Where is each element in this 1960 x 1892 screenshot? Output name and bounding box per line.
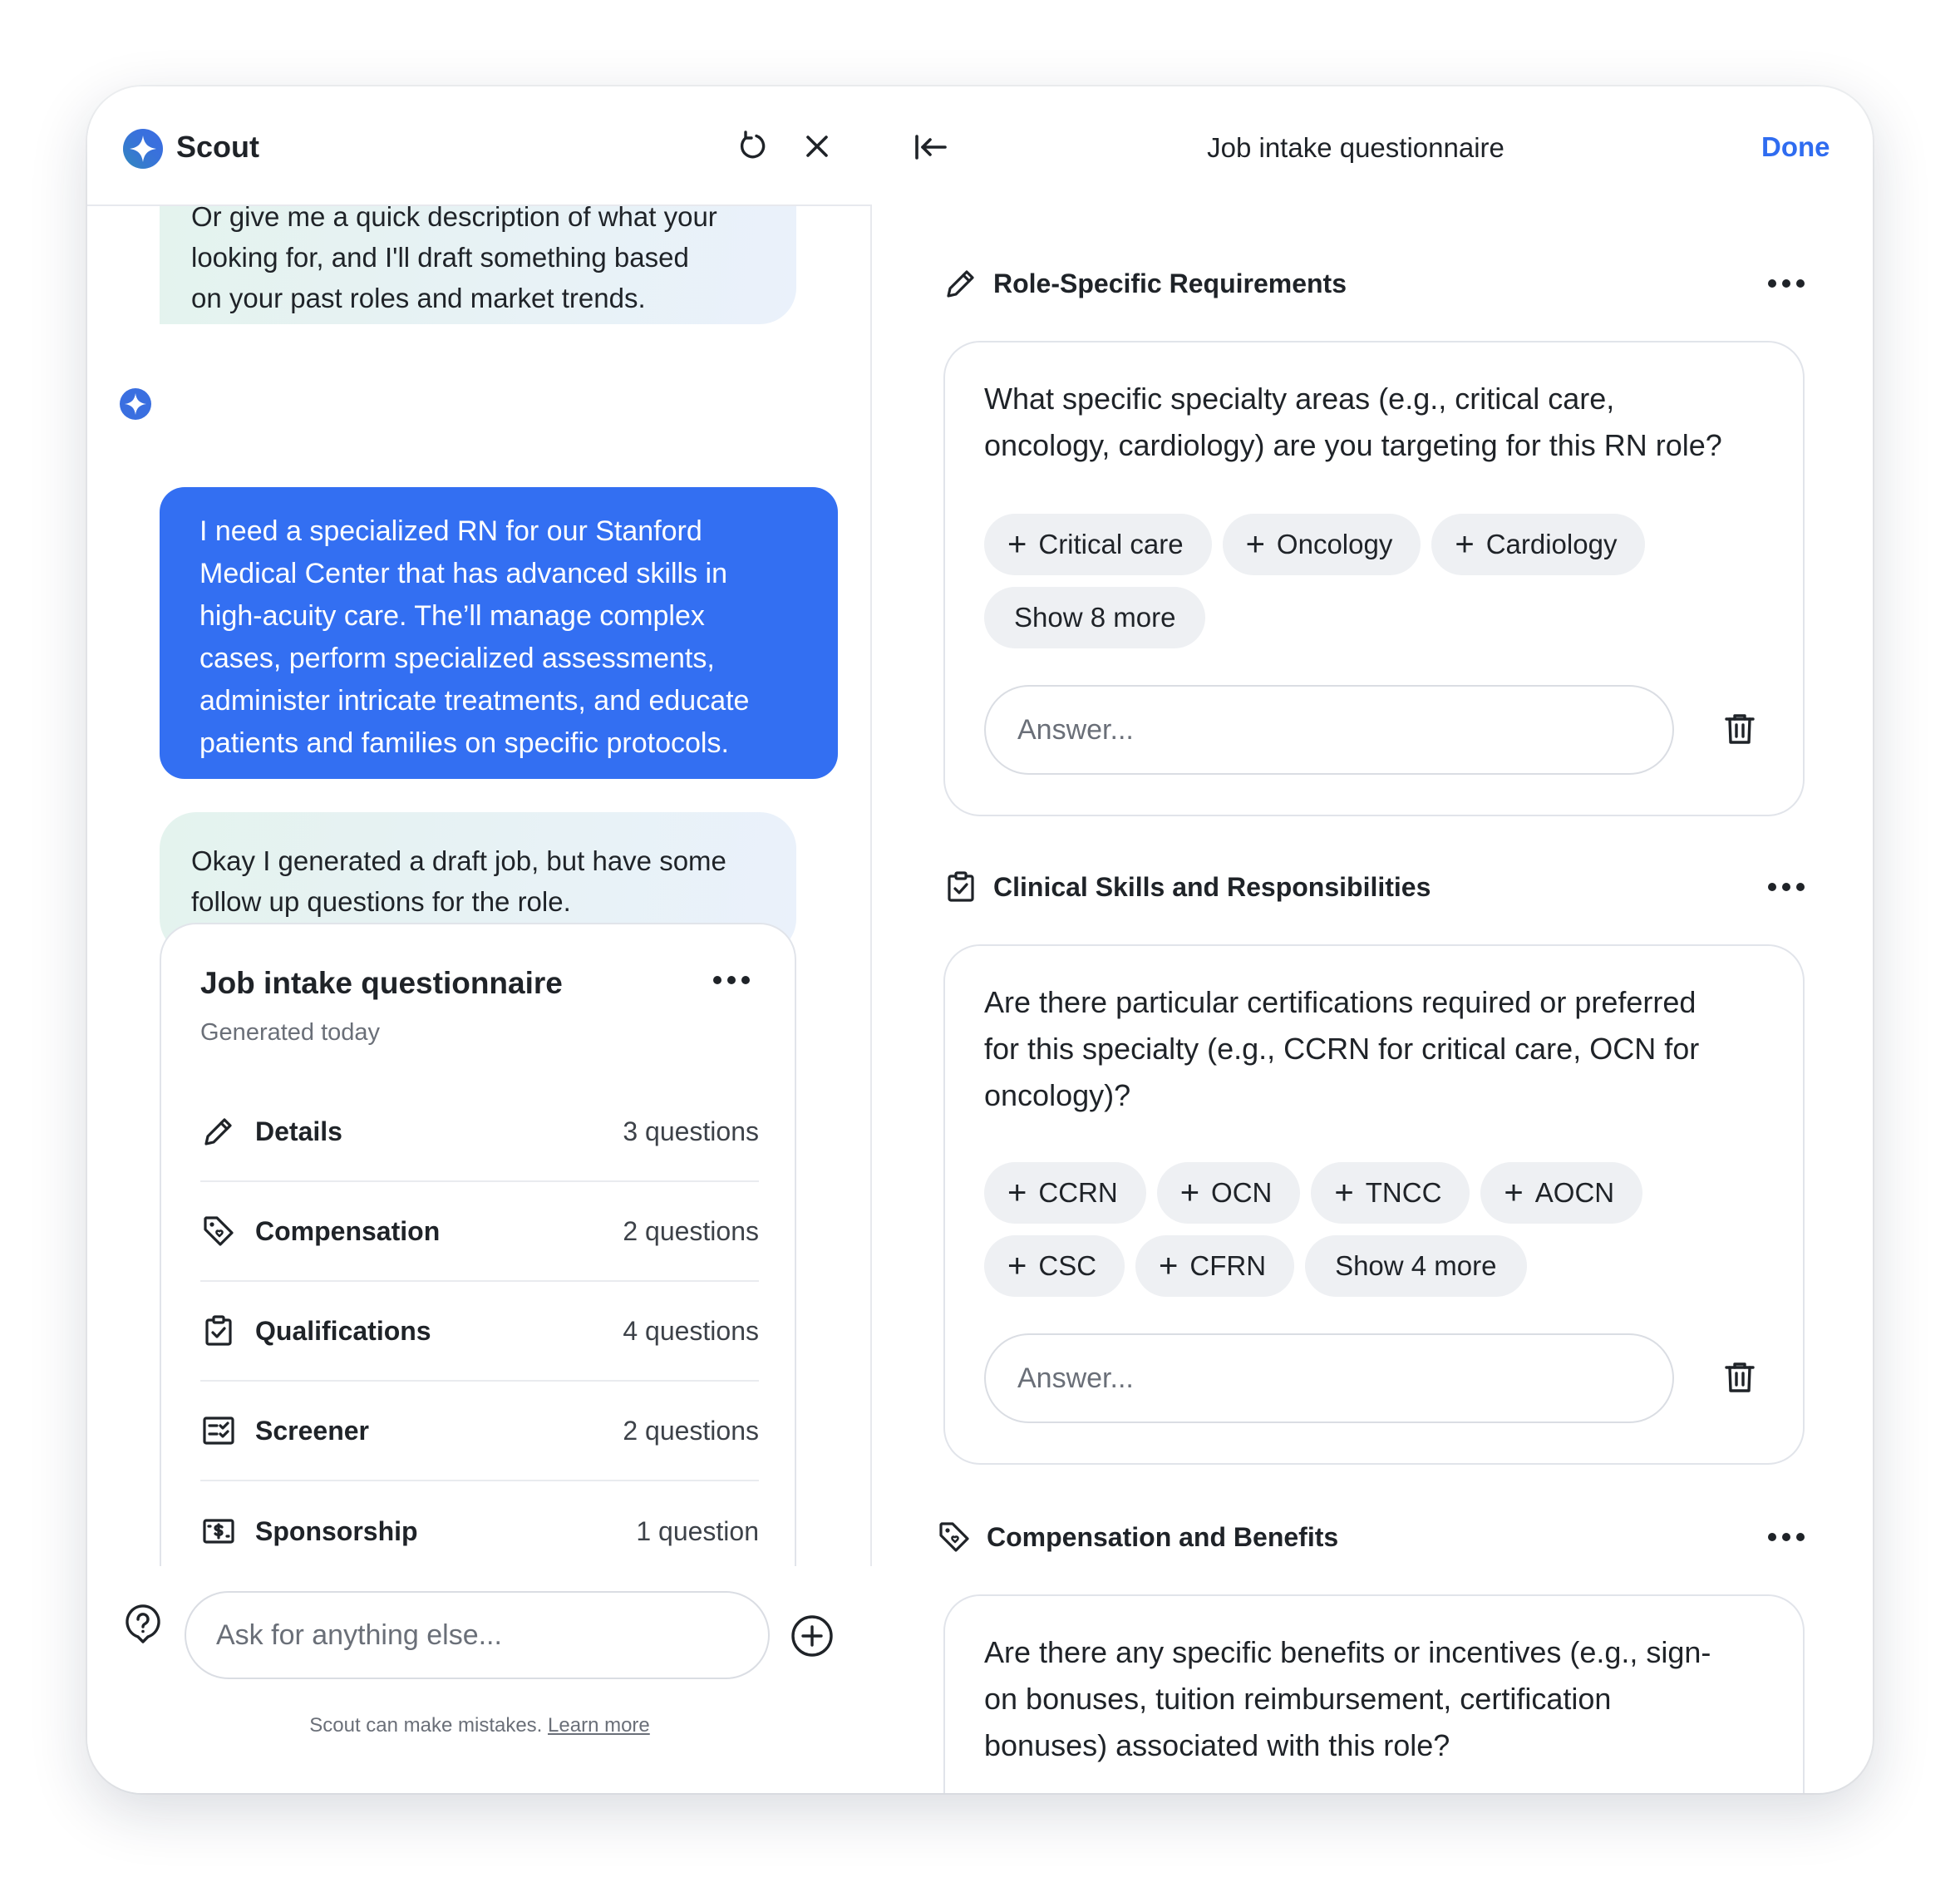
plus-icon: +	[1159, 1248, 1179, 1284]
delete-question-button[interactable]	[1722, 712, 1757, 746]
section-title: Role-Specific Requirements	[993, 268, 1347, 298]
card-more-button[interactable]	[710, 968, 753, 993]
question-line: bonuses) associated with this role?	[984, 1728, 1450, 1762]
plus-icon: +	[1007, 1175, 1027, 1211]
section-compensation-benefits	[937, 1516, 1808, 1558]
section-title: Compensation and Benefits	[987, 1521, 1339, 1552]
message-line: Or give me a quick description of what your	[191, 206, 717, 232]
answer-input[interactable]	[984, 685, 1674, 775]
refresh-icon	[736, 130, 769, 163]
message-line: patients and families on specific protocols.	[199, 727, 729, 759]
composer	[87, 1566, 872, 1793]
questionnaire-row-details[interactable]	[200, 1082, 759, 1182]
more-horizontal-icon	[1767, 278, 1805, 288]
chip-aocn[interactable]	[1480, 1162, 1642, 1224]
row-count: 4 questions	[623, 1315, 759, 1346]
chip-ocn[interactable]	[1157, 1162, 1301, 1224]
user-message	[160, 487, 838, 779]
questionnaire-row-compensation[interactable]	[200, 1182, 759, 1282]
questionnaire-card[interactable]	[160, 923, 796, 1621]
message-line: administer intricate treatments, and educate	[199, 685, 750, 717]
chip-label: TNCC	[1365, 1177, 1442, 1208]
ask-input[interactable]	[185, 1591, 770, 1679]
chip-label: CCRN	[1038, 1177, 1118, 1208]
plus-icon: +	[1334, 1175, 1354, 1211]
show-more-chip[interactable]: Show 8 more	[984, 587, 1205, 648]
plus-icon: +	[1455, 526, 1475, 563]
chip-cfrn[interactable]	[1135, 1235, 1294, 1297]
row-label: Qualifications	[255, 1315, 431, 1346]
clipboard-check-icon	[200, 1313, 237, 1349]
questionnaire-header	[872, 86, 1873, 206]
more-horizontal-icon	[712, 975, 751, 985]
question-card	[943, 341, 1805, 816]
row-label: Details	[255, 1116, 342, 1146]
clipboard-check-icon	[943, 870, 978, 904]
message-line: looking for, and I'll draft something based	[191, 242, 689, 273]
pencil-icon	[943, 266, 978, 301]
chip-label: CFRN	[1189, 1250, 1267, 1281]
question-card	[943, 1594, 1805, 1793]
question-text	[984, 376, 1774, 469]
pencil-icon	[200, 1113, 237, 1150]
plus-icon: +	[1245, 526, 1265, 563]
question-line: What specific specialty areas (e.g., critical care,	[984, 382, 1615, 416]
section-title: Clinical Skills and Responsibilities	[993, 871, 1431, 902]
learn-more-link[interactable]: Learn more	[548, 1714, 650, 1737]
section-more-button[interactable]	[1765, 1525, 1808, 1550]
message-line: on your past roles and market trends.	[191, 283, 646, 313]
close-button[interactable]	[799, 128, 835, 165]
row-count: 1 question	[636, 1515, 759, 1546]
questionnaire-card-subtitle: Generated today	[200, 1019, 381, 1046]
tag-icon	[937, 1520, 972, 1554]
row-label: Screener	[255, 1415, 369, 1446]
questionnaire-card-title: Job intake questionnaire	[200, 966, 563, 1000]
chip-label: AOCN	[1534, 1177, 1615, 1208]
questionnaire-panel	[872, 86, 1873, 1793]
question-line: oncology, cardiology) are you targeting for this RN role?	[984, 428, 1722, 462]
suggestion-chips	[984, 1162, 1782, 1297]
chip-critical-care[interactable]	[984, 514, 1212, 575]
app-window	[87, 86, 1873, 1793]
checklist-icon	[200, 1412, 237, 1449]
question-line: for this specialty (e.g., CCRN for critical care, OCN for	[984, 1032, 1700, 1066]
chip-label: OCN	[1211, 1177, 1273, 1208]
chip-tncc[interactable]	[1311, 1162, 1470, 1224]
chip-label: Critical care	[1038, 529, 1184, 559]
tag-icon	[200, 1213, 237, 1249]
close-icon	[803, 132, 831, 160]
disclaimer	[87, 1714, 872, 1737]
section-more-button[interactable]	[1765, 271, 1808, 296]
question-card	[943, 944, 1805, 1465]
plus-icon: +	[1007, 526, 1027, 563]
money-icon	[200, 1513, 237, 1550]
message-line: Medical Center that has advanced skills in	[199, 558, 727, 589]
chip-label: Cardiology	[1485, 529, 1618, 559]
scout-logo-icon	[122, 128, 164, 170]
row-count: 3 questions	[623, 1116, 759, 1146]
questionnaire-row-qualifications[interactable]	[200, 1282, 759, 1382]
message-line: follow up questions for the role.	[191, 886, 571, 917]
message-line: I need a specialized RN for our Stanford	[199, 515, 702, 547]
question-line: oncology)?	[984, 1078, 1131, 1112]
message-line: cases, perform specialized assessments,	[199, 643, 715, 674]
show-more-chip[interactable]: Show 4 more	[1305, 1235, 1526, 1297]
chip-label: CSC	[1038, 1250, 1097, 1281]
questionnaire-row-screener[interactable]	[200, 1382, 759, 1481]
help-button[interactable]	[122, 1604, 164, 1645]
chip-label: Oncology	[1276, 529, 1393, 559]
done-button[interactable]: Done	[1761, 131, 1830, 162]
ai-message-intro	[160, 206, 796, 324]
section-more-button[interactable]	[1765, 875, 1808, 899]
chip-oncology[interactable]	[1223, 514, 1421, 575]
plus-icon: +	[1007, 1248, 1027, 1284]
question-line: on bonuses, tuition reimbursement, certification	[984, 1682, 1612, 1716]
plus-icon: +	[1179, 1175, 1200, 1211]
more-horizontal-icon	[1767, 1532, 1805, 1542]
delete-question-button[interactable]	[1722, 1360, 1757, 1395]
scout-header	[87, 86, 872, 206]
row-label: Sponsorship	[255, 1515, 418, 1546]
question-text	[984, 979, 1774, 1119]
message-line: high-acuity care. The’ll manage complex	[199, 600, 705, 632]
disclaimer-text: Scout can make mistakes.	[309, 1714, 543, 1737]
section-clinical-skills	[943, 866, 1808, 908]
row-count: 2 questions	[623, 1215, 759, 1246]
scout-title: Scout	[176, 130, 260, 164]
chip-ccrn[interactable]	[984, 1162, 1146, 1224]
section-role-specific-requirements	[943, 263, 1808, 304]
answer-input[interactable]	[984, 1333, 1674, 1423]
chip-cardiology[interactable]	[1431, 514, 1645, 575]
question-text	[984, 1629, 1774, 1769]
message-line: Okay I generated a draft job, but have some	[191, 845, 726, 876]
questionnaire-title: Job intake questionnaire	[1207, 132, 1504, 163]
more-horizontal-icon	[1767, 882, 1805, 892]
question-line: Are there particular certifications required or preferred	[984, 985, 1697, 1019]
chip-csc[interactable]	[984, 1235, 1125, 1297]
question-line: Are there any specific benefits or incentives (e.g., sign-	[984, 1635, 1711, 1669]
scout-avatar-icon	[119, 387, 152, 421]
add-button[interactable]	[790, 1614, 834, 1658]
scout-panel	[87, 86, 872, 1793]
row-label: Compensation	[255, 1215, 441, 1246]
plus-icon: +	[1504, 1175, 1524, 1211]
refresh-button[interactable]	[734, 128, 771, 165]
row-count: 2 questions	[623, 1415, 759, 1446]
chat-thread	[87, 206, 872, 1644]
suggestion-chips	[984, 514, 1782, 648]
